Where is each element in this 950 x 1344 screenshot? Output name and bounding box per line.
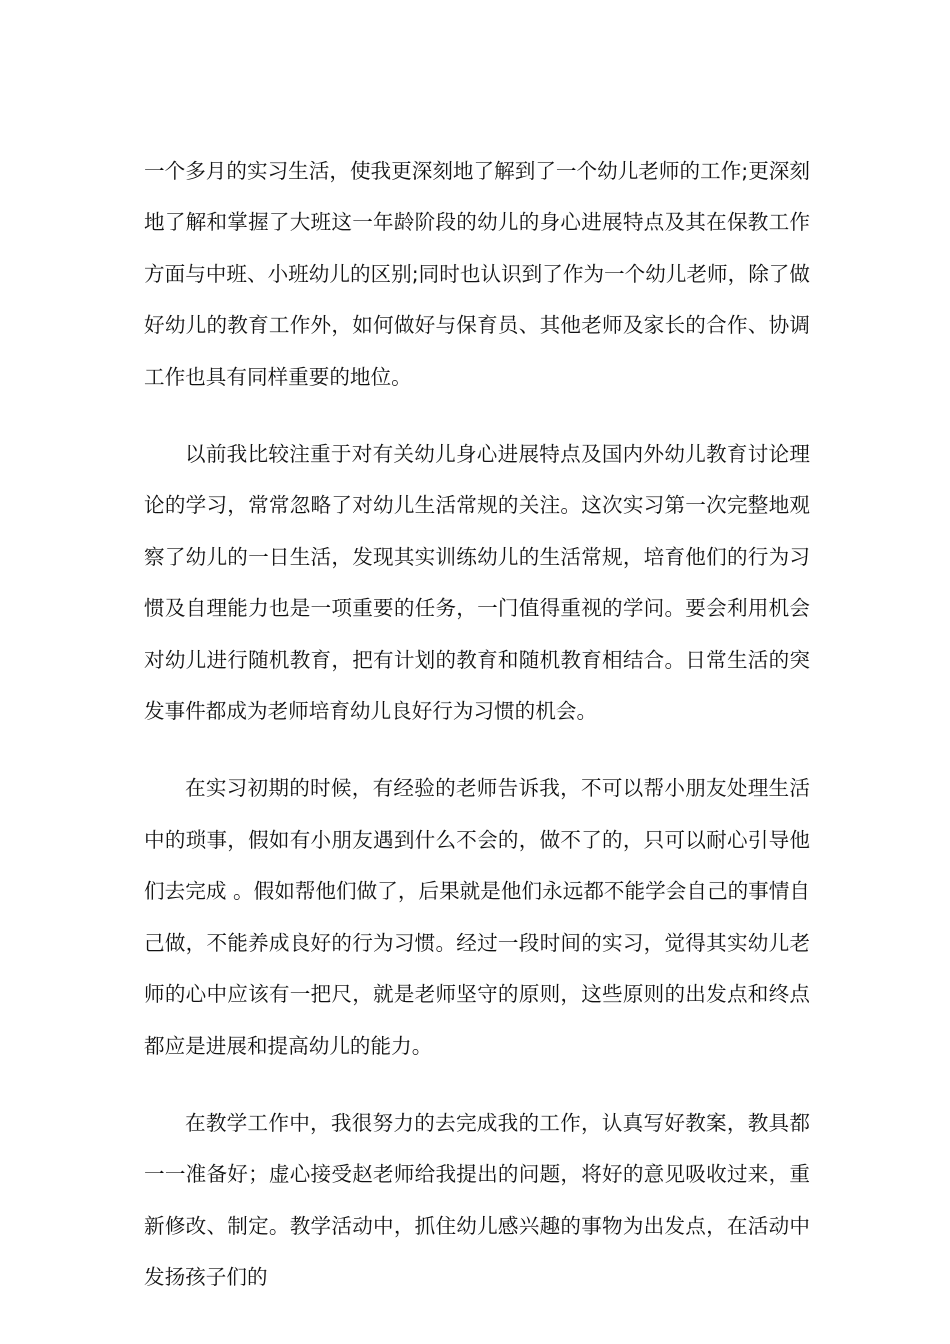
- document-body: [144, 146, 810, 1330]
- paragraph-1: 一个多月的实习生活，使我更深刻地了解到了一个幼儿老师的工作;更深刻地了解和掌握了大班这一年龄阶段的幼儿的身心进展特点及其在保教工作方面与中班、小班幼儿的区别;同时也认识到了作为一个幼儿老师，除了做好幼儿的教育工作外，如何做好与保育员、其他老师及家长的合作、协调工作也具有同样重要的地位。: [144, 159, 810, 389]
- paragraph-2: 以前我比较注重于对有关幼儿身心进展特点及国内外幼儿教育讨论理论的学习，常常忽略了对幼儿生活常规的关注。这次实习第一次完整地观察了幼儿的一日生活，发现其实训练幼儿的生活常规，培育他们的行为习惯及自理能力也是一项重要的任务，一门值得重视的学问。要会利用机会对幼儿进行随机教育，把有计划的教育和随机教育相结合。日常生活的突发事件都成为老师培育幼儿良好行为习惯的机会。: [144, 442, 810, 724]
- paragraph-4: 在教学工作中，我很努力的去完成我的工作，认真写好教案，教具都一一准备好；虚心接受赵老师给我提出的问题，将好的意见吸收过来，重新修改、制定。教学活动中，抓住幼儿感兴趣的事物为出发点，在活动中发扬孩子们的: [144, 1110, 810, 1290]
- paragraph-3: 在实习初期的时候，有经验的老师告诉我，不可以帮小朋友处理生活中的琐事，假如有小朋友遇到什么不会的，做不了的，只可以耐心引导他们去完成 。假如帮他们做了，后果就是他们永远都不能学会自己的事情自己做，不能养成良好的行为习惯。经过一段时间的实习，觉得其实幼儿老师的心中应该有一把尺，就是老师坚守的原则，这些原则的出发点和终点都应是进展和提高幼儿的能力。: [144, 776, 810, 1058]
